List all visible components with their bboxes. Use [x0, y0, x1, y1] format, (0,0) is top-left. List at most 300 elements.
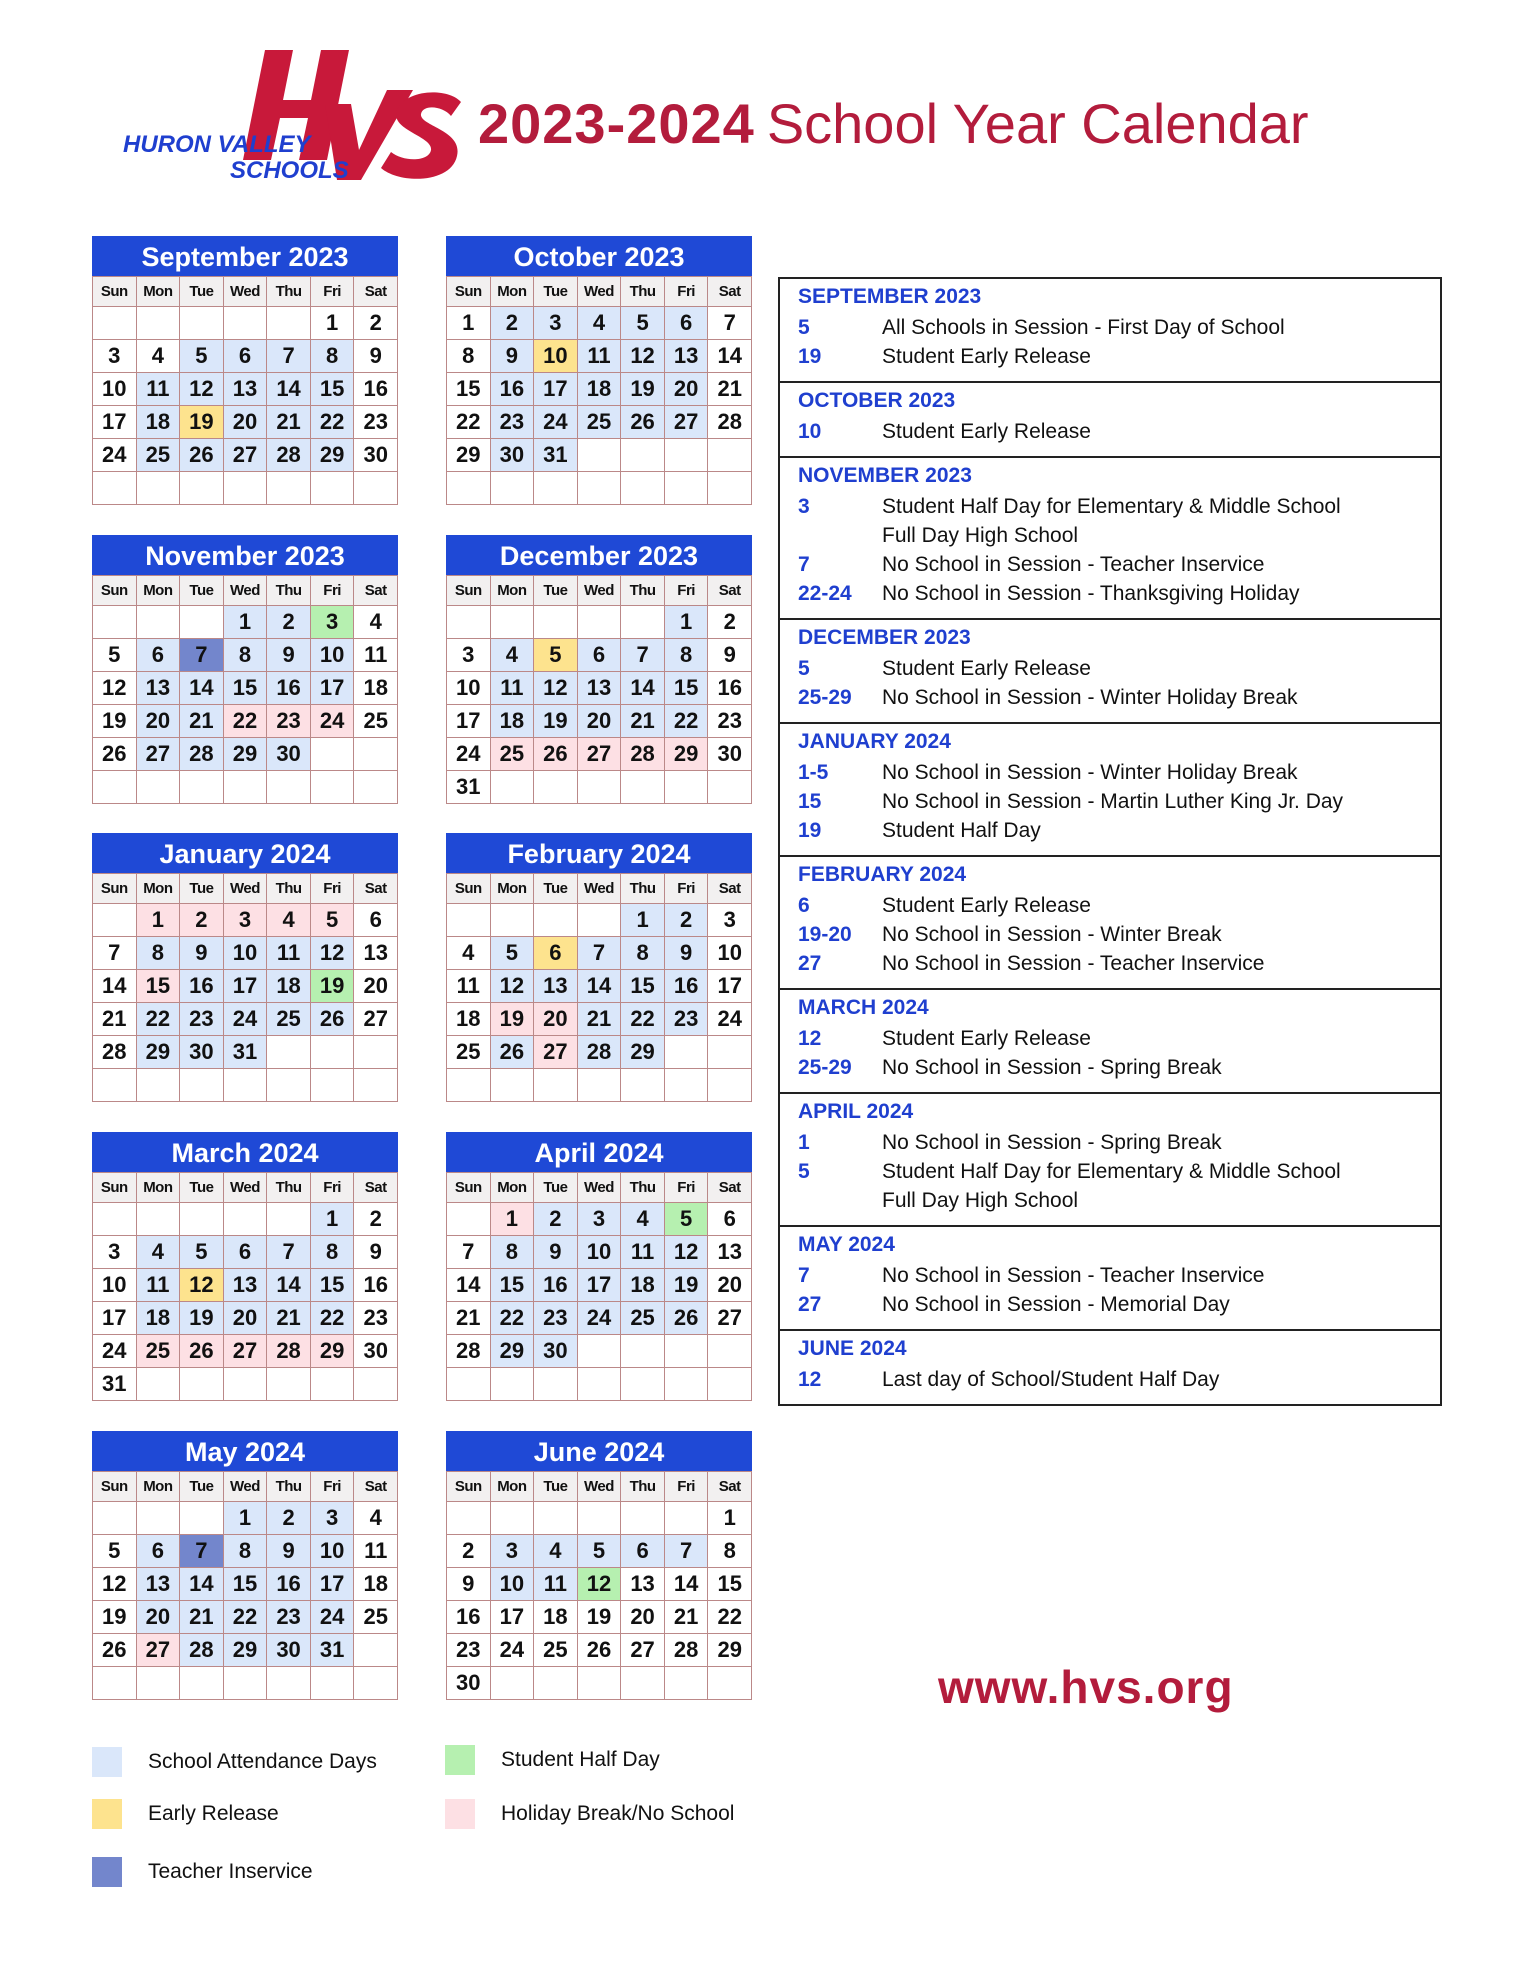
day-cell: 17: [447, 705, 491, 738]
event-month-heading: JANUARY 2024: [798, 730, 951, 753]
event-month-heading: NOVEMBER 2023: [798, 464, 972, 487]
day-cell: 14: [665, 1568, 709, 1601]
empty-cell: [491, 1069, 535, 1102]
day-cell: 22: [447, 406, 491, 439]
empty-cell: [180, 606, 224, 639]
day-cell: 19: [578, 1601, 622, 1634]
day-cell: 10: [311, 639, 355, 672]
day-cell: 13: [224, 1269, 268, 1302]
day-cell: 11: [447, 970, 491, 1003]
legend-early-release: [92, 1799, 279, 1829]
day-cell: 13: [137, 672, 181, 705]
empty-cell: [665, 1036, 709, 1069]
day-cell: 24: [708, 1003, 752, 1036]
legend-label: School Attendance Days: [148, 1750, 377, 1773]
day-cell: 23: [447, 1634, 491, 1667]
day-cell: 7: [621, 639, 665, 672]
empty-cell: [354, 738, 398, 771]
day-cell: 8: [621, 937, 665, 970]
day-cell: 25: [578, 406, 622, 439]
empty-cell: [491, 904, 535, 937]
empty-cell: [578, 771, 622, 804]
day-cell: 14: [267, 1269, 311, 1302]
day-cell: 21: [180, 705, 224, 738]
empty-cell: [621, 606, 665, 639]
empty-cell: [354, 771, 398, 804]
day-cell: 6: [354, 904, 398, 937]
empty-cell: [578, 1335, 622, 1368]
weekday-header: Fri: [311, 874, 355, 904]
empty-cell: [665, 1368, 709, 1401]
empty-cell: [224, 1203, 268, 1236]
weekday-header: Wed: [578, 576, 622, 606]
day-cell: 16: [267, 1568, 311, 1601]
day-cell: 23: [665, 1003, 709, 1036]
weekday-header: Tue: [534, 1472, 578, 1502]
weekday-header: Sun: [447, 874, 491, 904]
month-title: November 2023: [92, 535, 398, 575]
empty-cell: [137, 1368, 181, 1401]
event-description: [882, 683, 1422, 712]
day-cell: 27: [354, 1003, 398, 1036]
event-line: No School in Session - Winter Holiday Break: [882, 686, 1298, 709]
event-row: [798, 920, 1422, 949]
day-cell: 2: [354, 307, 398, 340]
events-panel: [778, 277, 1442, 1406]
event-month-heading: DECEMBER 2023: [798, 626, 971, 649]
day-cell: 23: [354, 406, 398, 439]
day-cell: 20: [137, 1601, 181, 1634]
empty-cell: [534, 1368, 578, 1401]
day-cell: 14: [708, 340, 752, 373]
day-cell: 17: [311, 1568, 355, 1601]
day-cell: 24: [224, 1003, 268, 1036]
empty-cell: [621, 472, 665, 505]
weekday-header: Fri: [311, 1173, 355, 1203]
weekday-header: Wed: [578, 277, 622, 307]
day-cell: 26: [93, 738, 137, 771]
day-cell: 16: [491, 373, 535, 406]
event-line: Last day of School/Student Half Day: [882, 1368, 1220, 1391]
empty-cell: [267, 472, 311, 505]
day-cell: 31: [447, 771, 491, 804]
month-title: January 2024: [92, 833, 398, 873]
empty-cell: [354, 1036, 398, 1069]
day-cell: 30: [708, 738, 752, 771]
day-cell: 14: [180, 672, 224, 705]
event-line: Full Day High School: [882, 524, 1079, 547]
day-cell: 27: [137, 738, 181, 771]
day-cell: 13: [224, 373, 268, 406]
event-section: [780, 620, 1440, 724]
day-cell: 28: [267, 1335, 311, 1368]
weekday-header: Thu: [621, 1173, 665, 1203]
empty-cell: [137, 472, 181, 505]
empty-cell: [224, 1667, 268, 1700]
day-cell: 1: [224, 1502, 268, 1535]
empty-cell: [665, 1335, 709, 1368]
empty-cell: [354, 1634, 398, 1667]
logo-text-2: SCHOOLS: [230, 157, 349, 184]
day-cell: 4: [354, 1502, 398, 1535]
day-cell: 26: [93, 1634, 137, 1667]
month-title: October 2023: [446, 236, 752, 276]
day-cell: 6: [224, 1236, 268, 1269]
month-grid: [92, 276, 398, 505]
empty-cell: [534, 606, 578, 639]
month-calendar: [446, 236, 752, 505]
event-date: 19: [798, 345, 822, 368]
day-cell: 9: [267, 639, 311, 672]
empty-cell: [180, 1368, 224, 1401]
day-cell: 16: [708, 672, 752, 705]
legend-label: Teacher Inservice: [148, 1860, 313, 1883]
empty-cell: [708, 1368, 752, 1401]
weekday-header: Fri: [311, 1472, 355, 1502]
day-cell: 1: [491, 1203, 535, 1236]
day-cell: 22: [311, 406, 355, 439]
day-cell: 5: [491, 937, 535, 970]
day-cell: 27: [224, 439, 268, 472]
empty-cell: [621, 1368, 665, 1401]
weekday-header: Fri: [665, 1173, 709, 1203]
day-cell: 3: [311, 1502, 355, 1535]
day-cell: 20: [708, 1269, 752, 1302]
day-cell: 22: [708, 1601, 752, 1634]
month-grid: [92, 575, 398, 804]
website-url[interactable]: www.hvs.org: [938, 1661, 1234, 1713]
weekday-header: Mon: [137, 576, 181, 606]
weekday-header: Thu: [621, 277, 665, 307]
day-cell: 12: [665, 1236, 709, 1269]
day-cell: 8: [137, 937, 181, 970]
event-description: [882, 1024, 1422, 1053]
weekday-header: Sat: [708, 1173, 752, 1203]
day-cell: 4: [267, 904, 311, 937]
day-cell: 1: [137, 904, 181, 937]
day-cell: 16: [180, 970, 224, 1003]
day-cell: 27: [534, 1036, 578, 1069]
event-date: 6: [798, 894, 810, 917]
weekday-header: Sat: [354, 874, 398, 904]
weekday-header: Fri: [665, 874, 709, 904]
day-cell: 15: [311, 1269, 355, 1302]
event-line: Student Early Release: [882, 420, 1091, 443]
event-row: [798, 1024, 1422, 1053]
event-line: All Schools in Session - First Day of School: [882, 316, 1285, 339]
day-cell: 2: [180, 904, 224, 937]
day-cell: 22: [224, 1601, 268, 1634]
day-cell: 18: [267, 970, 311, 1003]
weekday-header: Sun: [93, 1173, 137, 1203]
weekday-header: Wed: [224, 874, 268, 904]
event-description: [882, 1261, 1422, 1290]
empty-cell: [491, 1368, 535, 1401]
empty-cell: [708, 1069, 752, 1102]
event-line: No School in Session - Winter Holiday Break: [882, 761, 1298, 784]
empty-cell: [665, 1502, 709, 1535]
weekday-header: Tue: [534, 576, 578, 606]
event-date: 19-20: [798, 923, 852, 946]
title-text: School Year Calendar: [766, 92, 1309, 155]
event-description: [882, 313, 1422, 342]
weekday-header: Mon: [491, 1173, 535, 1203]
event-date: 27: [798, 1293, 822, 1316]
event-description: [882, 891, 1422, 920]
event-line: Student Early Release: [882, 345, 1091, 368]
event-row: [798, 758, 1422, 787]
day-cell: 15: [311, 373, 355, 406]
empty-cell: [224, 1069, 268, 1102]
event-description: [882, 654, 1422, 683]
day-cell: 23: [354, 1302, 398, 1335]
day-cell: 23: [267, 1601, 311, 1634]
event-row: [798, 1290, 1422, 1319]
weekday-header: Wed: [224, 1173, 268, 1203]
event-description: [882, 816, 1422, 845]
day-cell: 16: [665, 970, 709, 1003]
day-cell: 9: [447, 1568, 491, 1601]
day-cell: 20: [621, 1601, 665, 1634]
empty-cell: [621, 1667, 665, 1700]
weekday-header: Mon: [491, 1472, 535, 1502]
event-description: [882, 758, 1422, 787]
event-line: Student Half Day: [882, 819, 1041, 842]
month-calendar: [446, 535, 752, 804]
empty-cell: [665, 472, 709, 505]
event-line: No School in Session - Teacher Inservice: [882, 952, 1265, 975]
day-cell: 19: [180, 406, 224, 439]
day-cell: 13: [621, 1568, 665, 1601]
day-cell: 15: [621, 970, 665, 1003]
day-cell: 7: [267, 340, 311, 373]
legend-holiday: [445, 1799, 734, 1829]
event-description: [882, 787, 1422, 816]
empty-cell: [578, 1667, 622, 1700]
day-cell: 8: [311, 1236, 355, 1269]
day-cell: 29: [665, 738, 709, 771]
day-cell: 17: [224, 970, 268, 1003]
event-row: [798, 579, 1422, 608]
day-cell: 11: [621, 1236, 665, 1269]
empty-cell: [708, 472, 752, 505]
empty-cell: [621, 1502, 665, 1535]
day-cell: 16: [267, 672, 311, 705]
empty-cell: [180, 1667, 224, 1700]
day-cell: 2: [491, 307, 535, 340]
empty-cell: [447, 1368, 491, 1401]
empty-cell: [447, 1203, 491, 1236]
day-cell: 29: [224, 1634, 268, 1667]
weekday-header: Thu: [621, 874, 665, 904]
month-calendar: [446, 1431, 752, 1700]
legend-label: Holiday Break/No School: [501, 1802, 735, 1825]
month-title: May 2024: [92, 1431, 398, 1471]
weekday-header: Thu: [267, 1472, 311, 1502]
empty-cell: [311, 1069, 355, 1102]
weekday-header: Wed: [578, 1173, 622, 1203]
day-cell: 22: [137, 1003, 181, 1036]
empty-cell: [708, 1036, 752, 1069]
empty-cell: [621, 771, 665, 804]
event-description: [882, 920, 1422, 949]
month-grid: [446, 1172, 752, 1401]
month-calendar: [92, 236, 398, 505]
event-row: [798, 1365, 1422, 1394]
day-cell: 8: [491, 1236, 535, 1269]
weekday-header: Tue: [534, 1173, 578, 1203]
event-section: [780, 1094, 1440, 1227]
day-cell: 20: [137, 705, 181, 738]
event-section: [780, 1331, 1440, 1404]
day-cell: 28: [180, 1634, 224, 1667]
event-description: [882, 550, 1422, 579]
weekday-header: Thu: [267, 1173, 311, 1203]
day-cell: 8: [665, 639, 709, 672]
day-cell: 14: [447, 1269, 491, 1302]
month-calendar: [446, 1132, 752, 1401]
day-cell: 12: [180, 1269, 224, 1302]
empty-cell: [311, 1667, 355, 1700]
event-line: Student Early Release: [882, 894, 1091, 917]
legend-label: Student Half Day: [501, 1748, 660, 1771]
day-cell: 26: [311, 1003, 355, 1036]
day-cell: 28: [267, 439, 311, 472]
day-cell: 25: [354, 1601, 398, 1634]
day-cell: 12: [311, 937, 355, 970]
day-cell: 19: [665, 1269, 709, 1302]
empty-cell: [354, 1069, 398, 1102]
day-cell: 14: [578, 970, 622, 1003]
event-line: No School in Session - Thanksgiving Holiday: [882, 582, 1300, 605]
month-title: March 2024: [92, 1132, 398, 1172]
empty-cell: [447, 472, 491, 505]
day-cell: 12: [578, 1568, 622, 1601]
day-cell: 1: [665, 606, 709, 639]
empty-cell: [708, 771, 752, 804]
event-section: [780, 857, 1440, 990]
empty-cell: [224, 472, 268, 505]
day-cell: 9: [534, 1236, 578, 1269]
day-cell: 25: [354, 705, 398, 738]
event-month-heading: APRIL 2024: [798, 1100, 914, 1123]
day-cell: 30: [267, 738, 311, 771]
weekday-header: Thu: [267, 277, 311, 307]
day-cell: 28: [180, 738, 224, 771]
month-grid: [446, 575, 752, 804]
day-cell: 4: [578, 307, 622, 340]
empty-cell: [311, 771, 355, 804]
weekday-header: Fri: [665, 277, 709, 307]
empty-cell: [708, 1667, 752, 1700]
day-cell: 29: [224, 738, 268, 771]
day-cell: 26: [621, 406, 665, 439]
empty-cell: [311, 472, 355, 505]
day-cell: 12: [621, 340, 665, 373]
empty-cell: [708, 439, 752, 472]
day-cell: 7: [267, 1236, 311, 1269]
legend-swatch-teacher-inservice: [92, 1857, 122, 1887]
day-cell: 5: [180, 1236, 224, 1269]
day-cell: 26: [180, 439, 224, 472]
day-cell: 28: [665, 1634, 709, 1667]
event-row: [798, 417, 1422, 446]
day-cell: 18: [137, 1302, 181, 1335]
day-cell: 10: [224, 937, 268, 970]
month-title: June 2024: [446, 1431, 752, 1471]
weekday-header: Sat: [354, 1472, 398, 1502]
empty-cell: [180, 1502, 224, 1535]
title-years: 2023-2024: [478, 92, 755, 155]
empty-cell: [93, 307, 137, 340]
weekday-header: Fri: [311, 576, 355, 606]
day-cell: 7: [180, 1535, 224, 1568]
weekday-header: Mon: [491, 874, 535, 904]
event-line: Student Early Release: [882, 1027, 1091, 1050]
day-cell: 31: [534, 439, 578, 472]
day-cell: 11: [491, 672, 535, 705]
day-cell: 16: [354, 373, 398, 406]
day-cell: 29: [311, 1335, 355, 1368]
day-cell: 8: [224, 639, 268, 672]
empty-cell: [534, 472, 578, 505]
day-cell: 12: [491, 970, 535, 1003]
event-row: [798, 654, 1422, 683]
empty-cell: [180, 307, 224, 340]
event-line: No School in Session - Spring Break: [882, 1056, 1222, 1079]
weekday-header: Sat: [708, 277, 752, 307]
day-cell: 31: [311, 1634, 355, 1667]
day-cell: 6: [708, 1203, 752, 1236]
day-cell: 21: [267, 406, 311, 439]
day-cell: 21: [93, 1003, 137, 1036]
day-cell: 2: [267, 606, 311, 639]
month-grid: [446, 276, 752, 505]
day-cell: 18: [137, 406, 181, 439]
day-cell: 26: [534, 738, 578, 771]
day-cell: 21: [665, 1601, 709, 1634]
day-cell: 23: [491, 406, 535, 439]
day-cell: 18: [621, 1269, 665, 1302]
day-cell: 29: [708, 1634, 752, 1667]
event-line: No School in Session - Winter Break: [882, 923, 1222, 946]
day-cell: 5: [93, 1535, 137, 1568]
day-cell: 3: [491, 1535, 535, 1568]
day-cell: 15: [137, 970, 181, 1003]
empty-cell: [491, 1502, 535, 1535]
day-cell: 11: [354, 639, 398, 672]
day-cell: 17: [534, 373, 578, 406]
weekday-header: Fri: [665, 576, 709, 606]
event-date: 15: [798, 790, 822, 813]
day-cell: 23: [267, 705, 311, 738]
event-line: Student Early Release: [882, 657, 1091, 680]
day-cell: 11: [137, 1269, 181, 1302]
empty-cell: [534, 904, 578, 937]
empty-cell: [447, 1502, 491, 1535]
event-row: [798, 492, 1422, 550]
day-cell: 6: [224, 340, 268, 373]
day-cell: 24: [93, 439, 137, 472]
empty-cell: [180, 472, 224, 505]
empty-cell: [93, 472, 137, 505]
weekday-header: Thu: [267, 874, 311, 904]
event-month-heading: JUNE 2024: [798, 1337, 907, 1360]
event-date: 12: [798, 1368, 822, 1391]
event-row: [798, 816, 1422, 845]
day-cell: 15: [224, 672, 268, 705]
day-cell: 3: [93, 1236, 137, 1269]
